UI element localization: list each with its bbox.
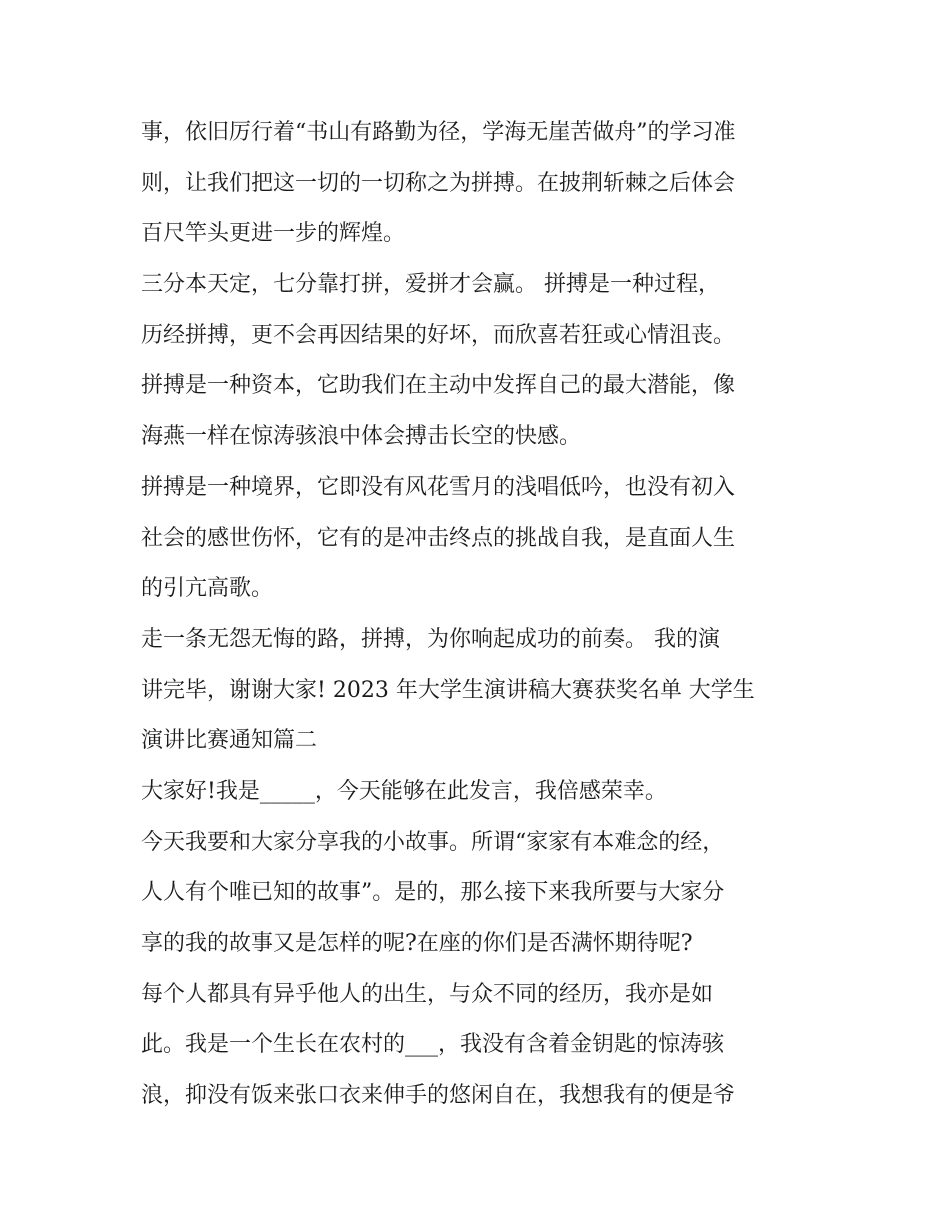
text-line: 浪，抑没有饭来张口衣来伸手的悠闲自在，我想我有的便是爷: [141, 1083, 736, 1109]
text-line: 演讲比赛通知篇二: [141, 728, 318, 754]
text-line: 历经拼搏，更不会再因结果的好坏，而欣喜若狂或心情沮丧。: [141, 322, 736, 348]
text-line: 享的我的故事又是怎样的呢?在座的你们是否满怀期待呢?: [141, 931, 693, 956]
text-line: 每个人都具有异乎他人的出生，与众不同的经历，我亦是如: [141, 981, 714, 1007]
text-line: 百尺竿头更进一步的辉煌。: [141, 221, 406, 247]
text-line: 则，让我们把这一切的一切称之为拼搏。在披荆斩棘之后体会: [141, 170, 736, 196]
text-line: 的引亢高歌。: [141, 576, 274, 602]
text-line: 大家好!我是_____，今天能够在此发言，我倍感荣幸。: [141, 778, 667, 804]
text-line: 走一条无怨无悔的路，拼搏，为你响起成功的前奏。 我的演: [141, 626, 720, 652]
text-line: 三分本天定，七分靠打拼，爱拼才会赢。 拼搏是一种过程，: [141, 272, 720, 298]
text-line: 此。我是一个生长在农村的___，我没有含着金钥匙的惊涛骇: [141, 1032, 725, 1058]
text-line: 今天我要和大家分享我的小故事。所谓“家家有本难念的经，: [141, 829, 725, 855]
document-body: [141, 108, 821, 1122]
text-line: 海燕一样在惊涛骇浪中体会搏击长空的快感。: [141, 424, 582, 450]
text-line: 事，依旧厉行着“书山有路勤为径，学海无崖苦做舟”的学习准: [141, 120, 736, 145]
text-line: 拼搏是一种资本，它助我们在主动中发挥自己的最大潜能，像: [141, 373, 736, 399]
text-line: 讲完毕，谢谢大家! 2023 年大学生演讲稿大赛获奖名单 大学生: [141, 677, 755, 703]
text-line: 拼搏是一种境界，它即没有风花雪月的浅唱低吟，也没有初入: [141, 474, 736, 500]
text-line: 社会的感世伤怀，它有的是冲击终点的挑战自我，是直面人生: [141, 525, 736, 551]
text-line: 人人有个唯已知的故事”。是的，那么接下来我所要与大家分: [141, 880, 725, 906]
